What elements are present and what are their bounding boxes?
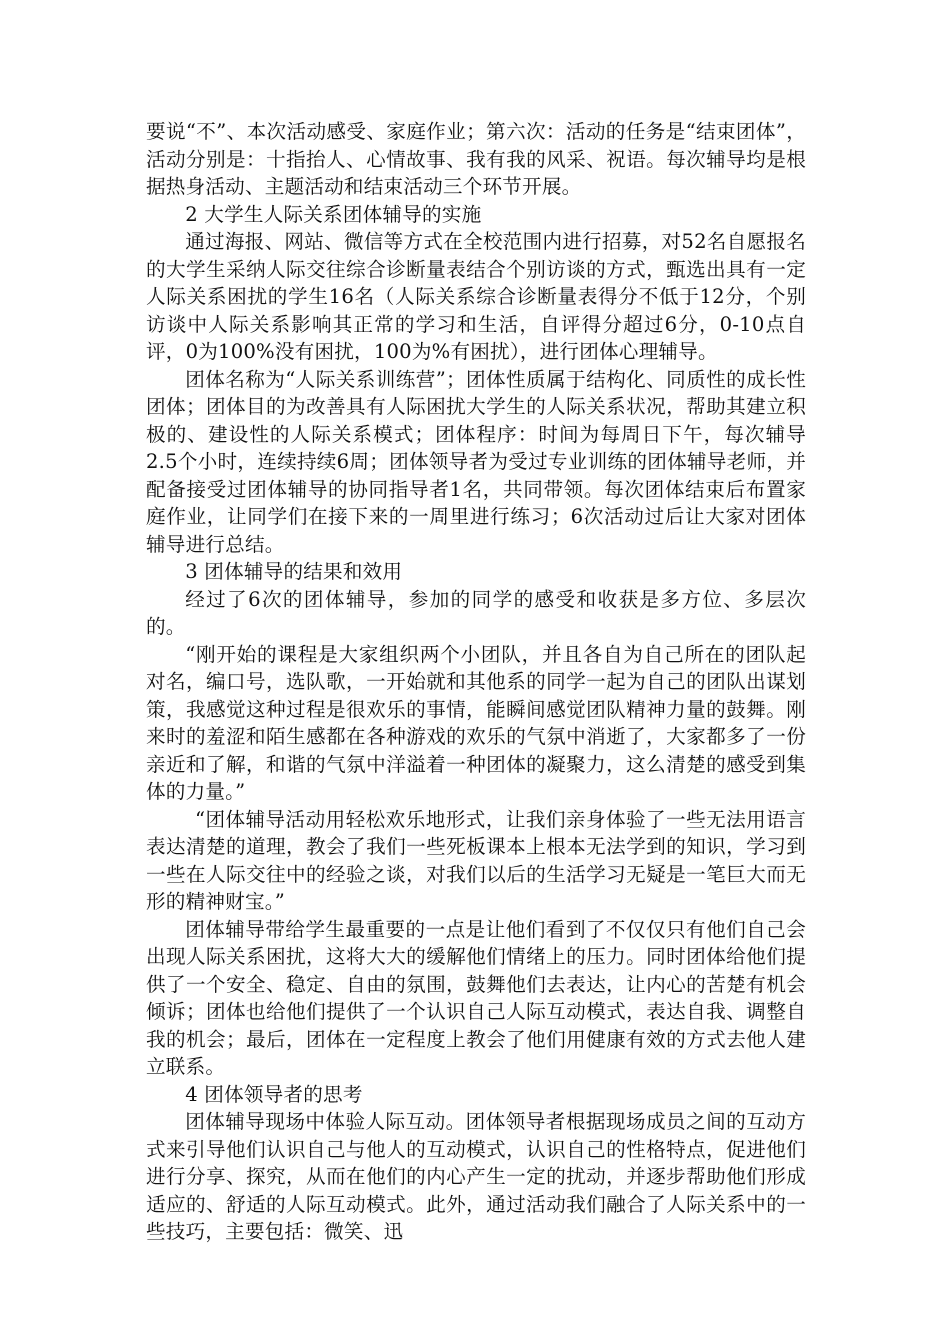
- document-page: [146, 118, 806, 1246]
- paragraph-benefits: 团体辅导带给学生最重要的一点是让他们看到了不仅仅只有他们自己会出现人际关系困扰，这将大大的缓解他们情绪上的压力。同时团体给他们提供了一个安全、稳定、自由的氛围，鼓舞他们去表达，让内心的苦楚有机会倾诉；团体也给他们提供了一个认识自己人际互动模式，表达自我、调整自我的机会；最后，团体在一定程度上教会了他们用健康有效的方式去他人建立联系。: [146, 917, 806, 1078]
- section-heading-3: 3 团体辅导的结果和效用: [185, 560, 403, 583]
- quote-first: “刚开始的课程是大家组织两个小团队，并且各自为自己所在的团队起对名，编口号，选队歌，一开始就和其他系的同学一起为自己的团队出谋划策，我感觉这种过程是很欢乐的事情，能瞬间感觉团队精神力量的鼓舞。刚来时的羞涩和陌生感都在各种游戏的欢乐的气氛中消逝了，大家都多了一份亲近和了解，和谐的气氛中洋溢着一种团体的凝聚力，这么清楚的感受到集体的力量。”: [146, 642, 806, 803]
- paragraph-leader-reflection: 团体辅导现场中体验人际互动。团体领导者根据现场成员之间的互动方式来引导他们认识自己与他人的互动模式，认识自己的性格特点，促进他们进行分享、探究，从而在他们的内心产生一定的扰动，并逐步帮助他们形成适应的、舒适的人际互动模式。此外，通过活动我们融合了人际关系中的一些技巧，主要包括：微笑、迅: [146, 1110, 806, 1243]
- section-heading-4: 4 团体领导者的思考: [185, 1082, 363, 1106]
- paragraph-group-setup: 团体名称为“人际关系训练营”；团体性质属于结构化、同质性的成长性团体；团体目的为改善具有人际困扰大学生的人际关系状况，帮助其建立积极的、建设性的人际关系模式；团体程序：时间为每周日下午，每次辅导2.5个小时，连续持续6周；团体领导者为受过专业训练的团体辅导老师，并配备接受过团体辅导的协同指导者1名，共同带领。每次团体结束后布置家庭作业，让同学们在接下来的一周里进行练习；6次活动过后让大家对团体辅导进行总结。: [146, 367, 806, 556]
- paragraph-recruitment: 通过海报、网站、微信等方式在全校范围内进行招募，对52名自愿报名的大学生采纳人际交往综合诊断量表结合个别访谈的方式，甄选出具有一定人际关系困扰的学生16名（人际关系综合诊断量表得分不低于12分，个别访谈中人际关系影响其正常的学习和生活，自评得分超过6分，0-10点自评，0为100%没有困扰，100为%有困扰），进行团体心理辅导。: [146, 230, 806, 363]
- paragraph-results: 经过了6次的团体辅导，参加的同学的感受和收获是多方位、多层次的。: [146, 587, 806, 638]
- section-heading-2: 2 大学生人际关系团体辅导的实施: [185, 202, 482, 226]
- paragraph-intro: 要说“不”、本次活动感受、家庭作业；第六次：活动的任务是“结束团体”，活动分别是：十指抬人、心情故事、我有我的风采、祝语。每次辅导均是根据热身活动、主题活动和结束活动三个环节开展。: [146, 120, 806, 198]
- quote-second: “团体辅导活动用轻松欢乐地形式，让我们亲身体验了一些无法用语言表达清楚的道理，教会了我们一些死板课本上根本无法学到的知识，学习到一些在人际交往中的经验之谈，对我们以后的生活学习无疑是一笔巨大而无形的精神财宝。”: [146, 807, 806, 913]
